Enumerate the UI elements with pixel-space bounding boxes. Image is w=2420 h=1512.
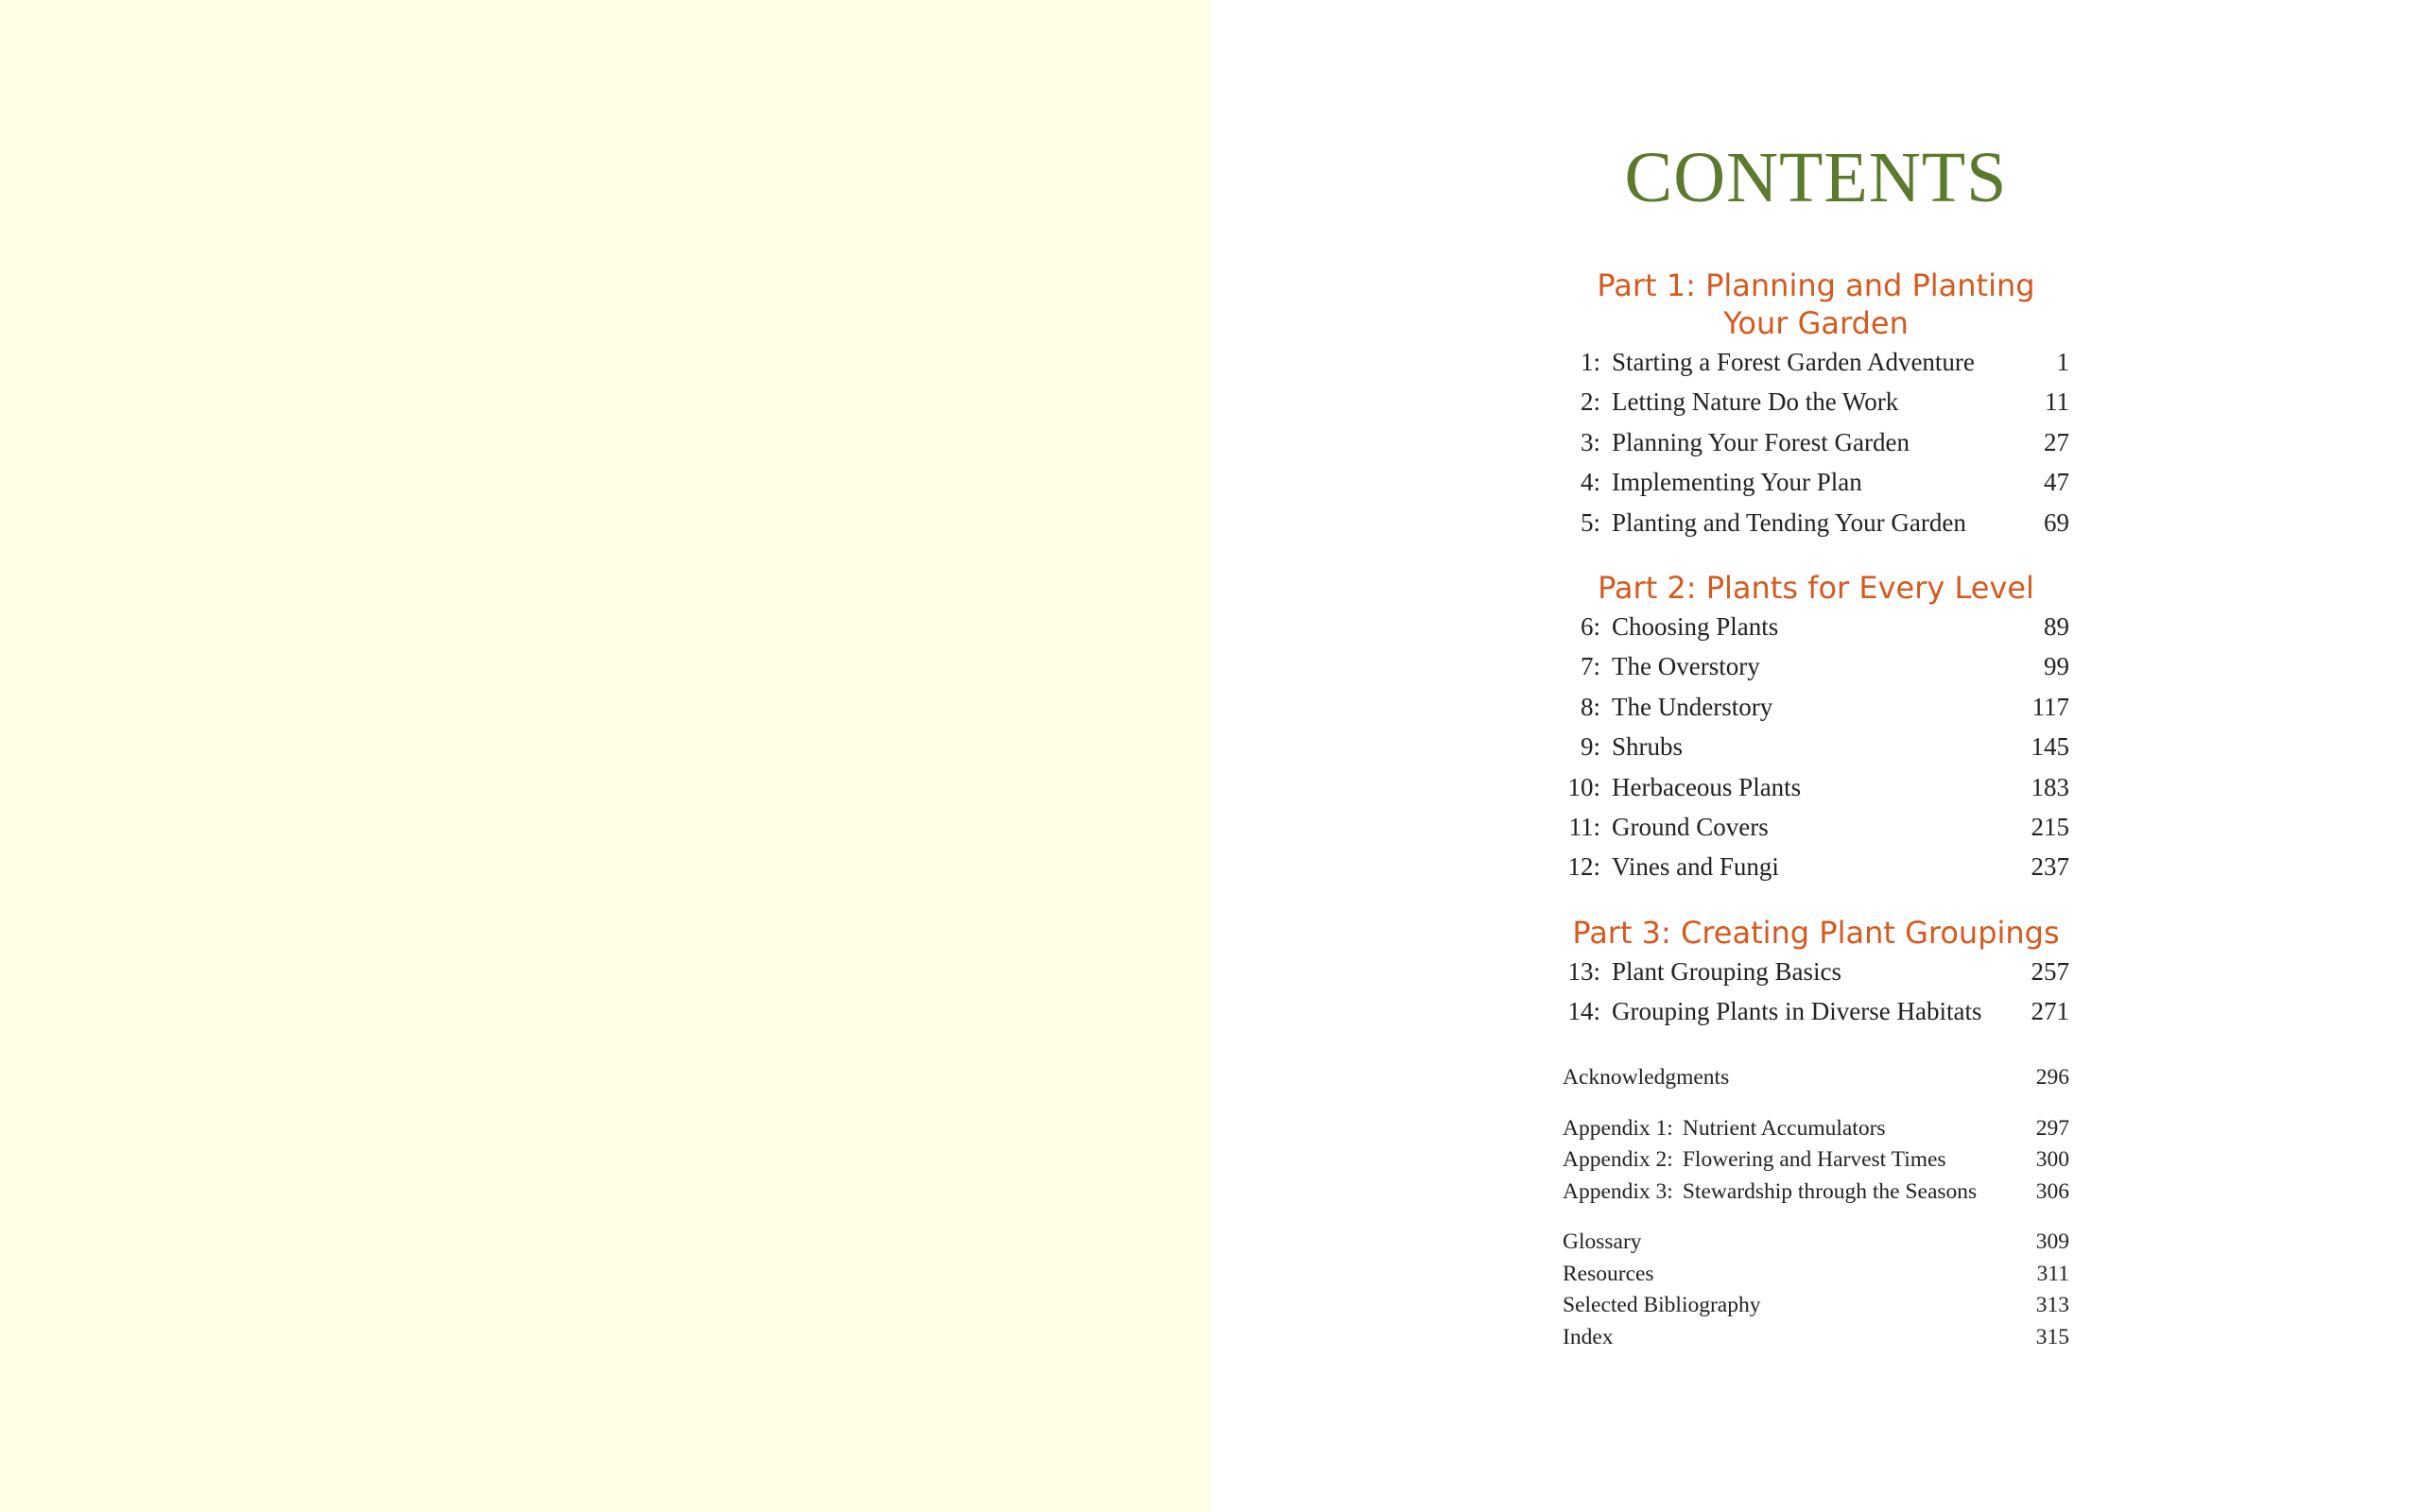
chapter-entry[interactable] <box>1563 693 2069 732</box>
chapter-number: 7: <box>1580 652 1600 681</box>
chapter-title: Letting Nature Do the Work <box>1612 387 1899 417</box>
chapter-entry[interactable] <box>1563 348 2069 387</box>
entry-label: Glossary <box>1563 1229 1642 1255</box>
table-of-contents <box>1563 132 2069 1375</box>
chapter-page: 117 <box>2031 692 2069 721</box>
entry-label: Resources <box>1563 1261 1654 1286</box>
chapter-entry[interactable] <box>1563 428 2069 468</box>
chapter-page: 257 <box>2031 956 2069 986</box>
chapter-title: Ground Covers <box>1612 812 1769 841</box>
chapter-page: 99 <box>2044 652 2069 681</box>
chapter-number: 9: <box>1580 732 1600 762</box>
chapter-page: 183 <box>2031 772 2069 801</box>
entry-page: 311 <box>2036 1261 2069 1286</box>
chapter-entry[interactable] <box>1563 387 2069 427</box>
entry-label: Selected Bibliography <box>1563 1293 1761 1318</box>
chapter-number: 3: <box>1580 427 1600 456</box>
chapter-title: Grouping Plants in Diverse Habitats <box>1612 997 1982 1026</box>
chapter-page: 47 <box>2044 468 2069 497</box>
appendix-group <box>1563 1116 2069 1211</box>
entry-title: Stewardship through the Seasons <box>1682 1178 1978 1204</box>
chapter-number: 1: <box>1580 348 1600 376</box>
chapter-number: 12: <box>1567 852 1600 882</box>
chapter-page: 271 <box>2031 997 2069 1026</box>
chapter-title: The Understory <box>1612 692 1773 721</box>
entry-label: Index <box>1563 1324 1614 1349</box>
chapter-number: 5: <box>1580 507 1600 537</box>
chapter-entry[interactable] <box>1563 813 2069 852</box>
entry-label: Appendix 2: <box>1563 1147 1673 1173</box>
part-heading-line: Part 3: Creating Plant Groupings <box>1572 914 2060 951</box>
chapter-entry[interactable] <box>1563 652 2069 692</box>
entry-page: 315 <box>2035 1324 2069 1349</box>
entry-page: 309 <box>2035 1229 2069 1255</box>
chapter-title: Implementing Your Plan <box>1612 468 1862 497</box>
chapter-title: Choosing Plants <box>1612 611 1779 641</box>
entry-page: 306 <box>2035 1178 2069 1204</box>
chapter-title: Planning Your Forest Garden <box>1612 427 1910 456</box>
chapter-number: 14: <box>1567 997 1600 1026</box>
chapter-number: 6: <box>1580 611 1600 641</box>
part-heading-line: Part 1: Planning and Planting <box>1597 267 2035 303</box>
chapter-page: 69 <box>2044 507 2069 537</box>
contents-title: CONTENTS <box>1624 138 2008 217</box>
chapter-page: 11 <box>2045 387 2069 417</box>
reference-group <box>1563 1229 2069 1356</box>
entry-label: Appendix 1: <box>1563 1115 1673 1141</box>
chapter-title: Planting and Tending Your Garden <box>1612 507 1966 537</box>
chapter-entry[interactable] <box>1563 508 2069 548</box>
chapter-entry[interactable] <box>1563 997 2069 1037</box>
chapter-number: 11: <box>1568 812 1600 841</box>
appendix-entry[interactable] <box>1563 1116 2069 1148</box>
appendix-entry[interactable] <box>1563 1147 2069 1179</box>
chapter-page: 145 <box>2031 732 2069 762</box>
entry-title: Nutrient Accumulators <box>1682 1115 1886 1141</box>
chapter-page: 89 <box>2044 611 2069 641</box>
entry-page: 296 <box>2035 1065 2069 1091</box>
chapter-entry[interactable] <box>1563 612 2069 652</box>
chapter-title: Herbaceous Plants <box>1612 772 1802 801</box>
entry-page: 297 <box>2035 1115 2069 1141</box>
entry-page: 313 <box>2035 1293 2069 1318</box>
part-3 <box>1563 914 2069 1038</box>
chapter-number: 4: <box>1580 468 1600 497</box>
chapter-entry[interactable] <box>1563 468 2069 507</box>
back-matter-group <box>1563 1065 2069 1097</box>
chapter-page: 1 <box>2056 348 2069 376</box>
appendix-entry[interactable] <box>1563 1179 2069 1211</box>
back-matter <box>1563 1065 2069 1356</box>
chapter-page: 215 <box>2031 812 2069 841</box>
part-heading <box>1563 914 2069 952</box>
chapter-entry[interactable] <box>1563 957 2069 997</box>
chapter-title: Starting a Forest Garden Adventure <box>1612 348 1975 376</box>
entry-label: Appendix 3: <box>1563 1178 1673 1204</box>
back-matter-entry[interactable] <box>1563 1293 2069 1325</box>
chapter-number: 10: <box>1567 772 1600 801</box>
part-heading-line: Your Garden <box>1723 305 1909 341</box>
chapter-entry[interactable] <box>1563 773 2069 813</box>
chapter-number: 8: <box>1580 692 1600 721</box>
chapter-number: 2: <box>1580 387 1600 417</box>
back-matter-entry[interactable] <box>1563 1229 2069 1262</box>
part-1 <box>1563 266 2069 548</box>
part-heading-line: Part 2: Plants for Every Level <box>1598 569 2034 606</box>
chapter-title: The Overstory <box>1612 652 1760 681</box>
back-matter-entry[interactable] <box>1563 1065 2069 1097</box>
entry-page: 300 <box>2035 1147 2069 1173</box>
chapter-entry[interactable] <box>1563 732 2069 772</box>
entry-label: Acknowledgments <box>1563 1065 1730 1091</box>
part-heading <box>1563 266 2069 342</box>
chapter-page: 27 <box>2044 427 2069 456</box>
entry-title: Flowering and Harvest Times <box>1682 1147 1946 1173</box>
chapter-page: 237 <box>2031 852 2069 882</box>
chapter-title: Plant Grouping Basics <box>1612 956 1841 986</box>
back-matter-entry[interactable] <box>1563 1262 2069 1294</box>
chapter-number: 13: <box>1567 956 1600 986</box>
chapter-title: Vines and Fungi <box>1612 852 1779 882</box>
part-heading <box>1563 569 2069 607</box>
part-2 <box>1563 569 2069 893</box>
chapter-entry[interactable] <box>1563 852 2069 892</box>
back-matter-entry[interactable] <box>1563 1325 2069 1357</box>
chapter-title: Shrubs <box>1612 732 1684 762</box>
